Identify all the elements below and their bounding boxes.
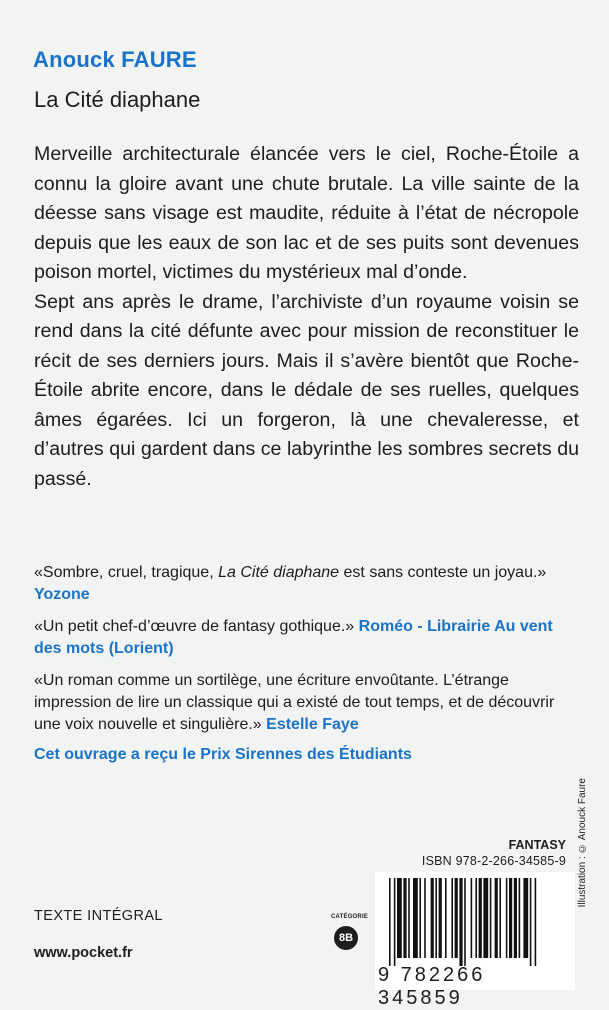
barcode-bar	[403, 878, 406, 958]
barcode-bar	[490, 878, 492, 958]
barcode-digits: 9 782266 345859	[378, 964, 486, 1009]
barcode-bar	[397, 878, 402, 958]
barcode-bar	[408, 878, 410, 958]
barcode-bar	[535, 878, 537, 966]
review-quote: «Un roman comme un sortilège, une écriture envoûtante. L’étrange impression de lire un classique qui a existé de tout temps, et de découvrir une voix nouvelle et singulière.» Estelle Faye	[34, 672, 555, 733]
illustration-credit: Illustration : © Anouck Faure	[577, 778, 588, 908]
review-quotes	[34, 562, 574, 746]
genre-label: FANTASY	[508, 838, 566, 852]
barcode-bar	[475, 878, 477, 958]
barcode-bar	[499, 878, 501, 958]
review-quote: «Sombre, cruel, tragique, La Cité diaphane est sans conteste un joyau.» Yozone	[34, 564, 547, 603]
barcode-bar	[431, 878, 434, 958]
barcode-bar	[479, 878, 482, 958]
barcode-bar	[445, 878, 447, 958]
publisher-website: www.pocket.fr	[34, 945, 133, 961]
barcode-bar	[464, 878, 466, 966]
barcode-bar	[523, 878, 528, 958]
barcode-bar	[451, 878, 453, 958]
barcode-bar	[455, 878, 458, 958]
barcode-bar	[495, 878, 498, 958]
barcode-bar	[509, 878, 512, 958]
barcode-bar	[514, 878, 517, 958]
blurb	[34, 140, 579, 494]
barcode-bar	[424, 878, 426, 958]
barcode-bar	[439, 878, 442, 958]
barcode-bar	[519, 878, 521, 958]
barcode-bar	[435, 878, 437, 958]
author-name: Anouck FAURE	[33, 47, 197, 72]
barcode-bar	[389, 878, 391, 966]
barcode-bar	[530, 878, 532, 966]
barcode-bar	[471, 878, 473, 958]
barcode-bar	[413, 878, 418, 958]
category-label: CATÉGORIE	[331, 914, 369, 920]
barcode-bar	[506, 878, 508, 958]
barcode-bar	[483, 878, 488, 958]
award-line: Cet ouvrage a reçu le Prix Sirennes des Étudiants	[34, 746, 412, 763]
review-source: Yozone	[34, 586, 90, 603]
review-source: Estelle Faye	[266, 716, 359, 733]
review-source: Roméo - Librairie Au vent des mots (Lorient)	[34, 618, 553, 657]
barcode-bar	[394, 878, 396, 966]
barcode-bar	[419, 878, 421, 958]
book-title: La Cité diaphane	[34, 87, 201, 112]
isbn-label: ISBN 978-2-266-34585-9	[421, 854, 566, 868]
category-badge: 8B	[334, 926, 358, 950]
blurb-paragraph: Sept ans après le drame, l’archiviste d’un royaume voisin se rend dans la cité défunte avec pour mission de reconstituer le récit de ses derniers jours. Mais il s’avère bientôt que Roche-Étoile abrite encore, dans le dédale de ses ruelles, quelques âmes égarées. Ici un forgeron, là une chevaleresse, et d’autres qui gardent dans ce labyrinthe les sombres secrets du passé.	[34, 290, 579, 490]
barcode-bar	[459, 878, 462, 966]
edition-label: TEXTE INTÉGRAL	[34, 908, 163, 924]
review-quote: «Un petit chef-d’œuvre de fantasy gothique.» Roméo - Librairie Au vent des mots (Lorient)	[34, 618, 553, 657]
blurb-paragraph: Merveille architecturale élancée vers le ciel, Roche-Étoile a connu la gloire avant une chute brutale. La ville sainte de la déesse sans visage est maudite, réduite à l’état de nécropole depuis que les eaux de son lac et de ses puits sont devenues poison mortel, victimes du mystérieux mal d’onde.	[34, 143, 579, 283]
